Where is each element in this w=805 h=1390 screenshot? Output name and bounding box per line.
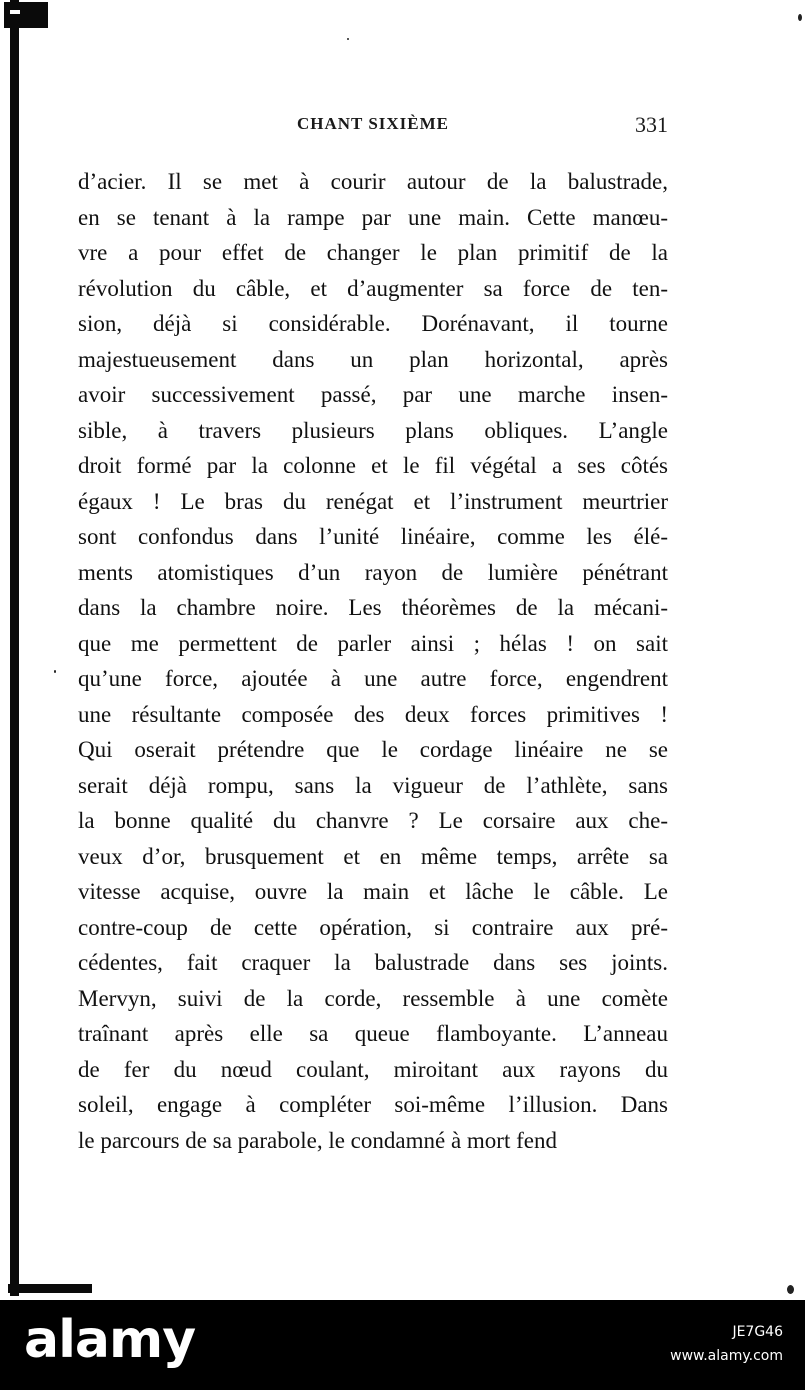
binding-edge bbox=[10, 0, 19, 1296]
text-line: contre-coup de cette opération, si contraire aux pré- bbox=[78, 914, 668, 940]
text-line: la bonne qualité du chanvre ? Le corsaire aux che- bbox=[78, 808, 668, 833]
stock-logo: alamy bbox=[24, 1310, 196, 1370]
text-line: en se tenant à la rampe par une main. Cette manœu- bbox=[78, 204, 668, 230]
text-line: traînant après elle sa queue flamboyante. L’anneau bbox=[78, 1021, 668, 1046]
binding-edge-bottom bbox=[8, 1284, 92, 1293]
text-line: Qui oserait prétendre que le cordage linéaire ne se bbox=[78, 737, 668, 762]
scan-speck bbox=[54, 670, 56, 673]
text-line: révolution du câble, et d’augmenter sa force de ten- bbox=[78, 275, 668, 301]
running-head bbox=[78, 114, 668, 142]
text-line: égaux ! Le bras du renégat et l’instrument meurtrier bbox=[78, 488, 668, 514]
text-line: sion, déjà si considérable. Dorénavant, il tourne bbox=[78, 311, 668, 336]
text-line: veux d’or, brusquement et en même temps, arrête sa bbox=[78, 843, 668, 869]
page-number: 331 bbox=[635, 112, 668, 137]
text-line: soleil, engage à compléter soi-même l’illusion. Dans bbox=[78, 1092, 668, 1117]
text-line: majestueusement dans un plan horizontal, après bbox=[78, 346, 668, 372]
text-line: d’acier. Il se met à courir autour de la balustrade, bbox=[78, 169, 668, 194]
text-line: dans la chambre noire. Les théorèmes de la mécani- bbox=[78, 595, 668, 620]
text-line: vitesse acquise, ouvre la main et lâche le câble. Le bbox=[78, 879, 668, 904]
stock-image-id: JE7G46 bbox=[732, 1324, 783, 1340]
text-line: serait déjà rompu, sans la vigueur de l’athlète, sans bbox=[78, 772, 668, 798]
binding-edge-top bbox=[4, 2, 48, 28]
body-text bbox=[78, 164, 668, 1158]
text-line: une résultante composée des deux forces primitives ! bbox=[78, 701, 668, 727]
text-line: cédentes, fait craquer la balustrade dans ses joints. bbox=[78, 950, 668, 975]
text-line: vre a pour effet de changer le plan primitif de la bbox=[78, 240, 668, 265]
text-line: le parcours de sa parabole, le condamné à mort fend bbox=[78, 1127, 557, 1153]
text-line: qu’une force, ajoutée à une autre force, engendrent bbox=[78, 666, 668, 691]
text-line: que me permettent de parler ainsi ; hélas ! on sait bbox=[78, 630, 668, 656]
text-line: sont confondus dans l’unité linéaire, comme les élé- bbox=[78, 524, 668, 549]
stock-watermark-bar bbox=[0, 1300, 805, 1390]
text-line: droit formé par la colonne et le fil végétal a ses côtés bbox=[78, 453, 668, 478]
text-line: de fer du nœud coulant, miroitant aux rayons du bbox=[78, 1056, 668, 1082]
text-line: sible, à travers plusieurs plans obliques. L’angle bbox=[78, 417, 668, 443]
chapter-title: CHANT SIXIÈME bbox=[296, 114, 450, 133]
text-line: ments atomistiques d’un rayon de lumière pénétrant bbox=[78, 559, 668, 585]
text-line: avoir successivement passé, par une marche insen- bbox=[78, 382, 668, 407]
stock-url: www.alamy.com bbox=[670, 1348, 783, 1364]
scan-speck bbox=[787, 1285, 794, 1294]
scan-speck bbox=[347, 38, 349, 40]
text-line: Mervyn, suivi de la corde, ressemble à une comète bbox=[78, 985, 668, 1011]
scan-speck bbox=[798, 14, 802, 21]
